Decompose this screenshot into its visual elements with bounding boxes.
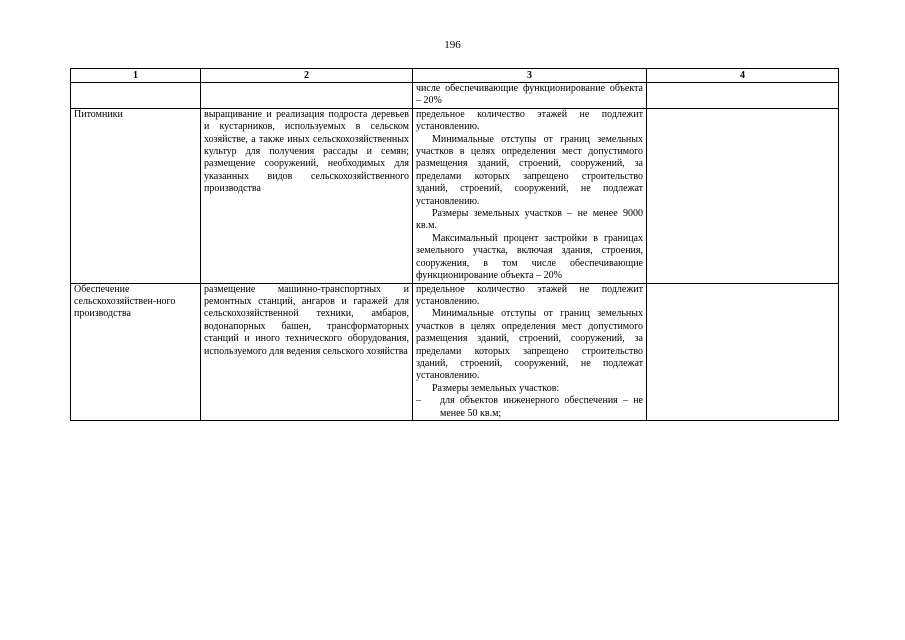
parameter-text: предельное количество этажей не подлежит установлению.	[416, 108, 643, 133]
table-row	[71, 283, 839, 420]
page-number: 196	[444, 39, 461, 51]
table-cell	[201, 283, 413, 420]
table-cell	[201, 83, 413, 109]
table-cell	[413, 108, 647, 283]
land-use-description: размещение машинно-транспортных и ремонтных станций, ангаров и гаражей для сельскохозяйственной техники, амбаров, водонапорных башен, трансформаторных станций и иного технического оборудования, используемого для ведения сельского хозяйства	[204, 283, 409, 357]
land-use-name: Обеспечение сельскохозяйствен-ного производства	[74, 283, 176, 320]
table-row	[71, 83, 839, 109]
table-cell	[413, 83, 647, 109]
land-use-name: Питомники	[74, 108, 123, 120]
table-cell	[647, 283, 839, 420]
parameter-text: Размеры земельных участков – не менее 9000 кв.м.	[416, 208, 643, 232]
table-cell	[71, 283, 201, 420]
table-cell	[647, 83, 839, 109]
table-cell	[647, 108, 839, 283]
parameter-text: Максимальный процент застройки в границах земельного участка, включая здания, строения, сооружения, в том числе обеспечивающие функционирование объекта – 20%	[416, 232, 643, 282]
table-cell	[201, 108, 413, 283]
table-cell	[71, 83, 201, 109]
parameter-text: Размеры земельных участков:	[432, 382, 560, 394]
regulations-table	[70, 68, 839, 421]
list-item-text: для объектов инженерного обеспечения – не менее 50 кв.м;	[440, 395, 643, 419]
table-row	[71, 108, 839, 283]
column-header-3: 3	[413, 69, 647, 83]
column-header-2: 2	[201, 69, 413, 83]
table-cell	[413, 283, 647, 420]
column-header-1: 1	[71, 69, 201, 83]
table-cell	[71, 108, 201, 283]
land-use-description: выращивание и реализация подроста деревьев и кустарников, используемых в сельском хозяйстве, а также иных сельскохозяйственных культур для получения рассады и семян; размещение сооружений, необходимых для указанных видов сельскохозяйственного производства	[204, 108, 409, 195]
parameter-text: Минимальные отступы от границ земельных участков в целях определения мест допустимого размещения зданий, строений, сооружений, за пределами которых запрещено строительство зданий, строений, сооружений, не подлежат установлению.	[416, 308, 643, 382]
table-header-row	[71, 69, 839, 83]
column-header-4: 4	[647, 69, 839, 83]
list-dash: –	[416, 395, 421, 407]
parameter-text: предельное количество этажей не подлежит установлению.	[416, 283, 643, 307]
parameter-text: Минимальные отступы от границ земельных участков в целях определения мест допустимого размещения зданий, строений, сооружений, за пределами которых запрещено строительство зданий, строений, сооружений, не подлежат установлению.	[416, 133, 643, 207]
cell-text: числе обеспечивающие функционирование объекта – 20%	[416, 83, 643, 107]
list-item	[416, 395, 643, 420]
